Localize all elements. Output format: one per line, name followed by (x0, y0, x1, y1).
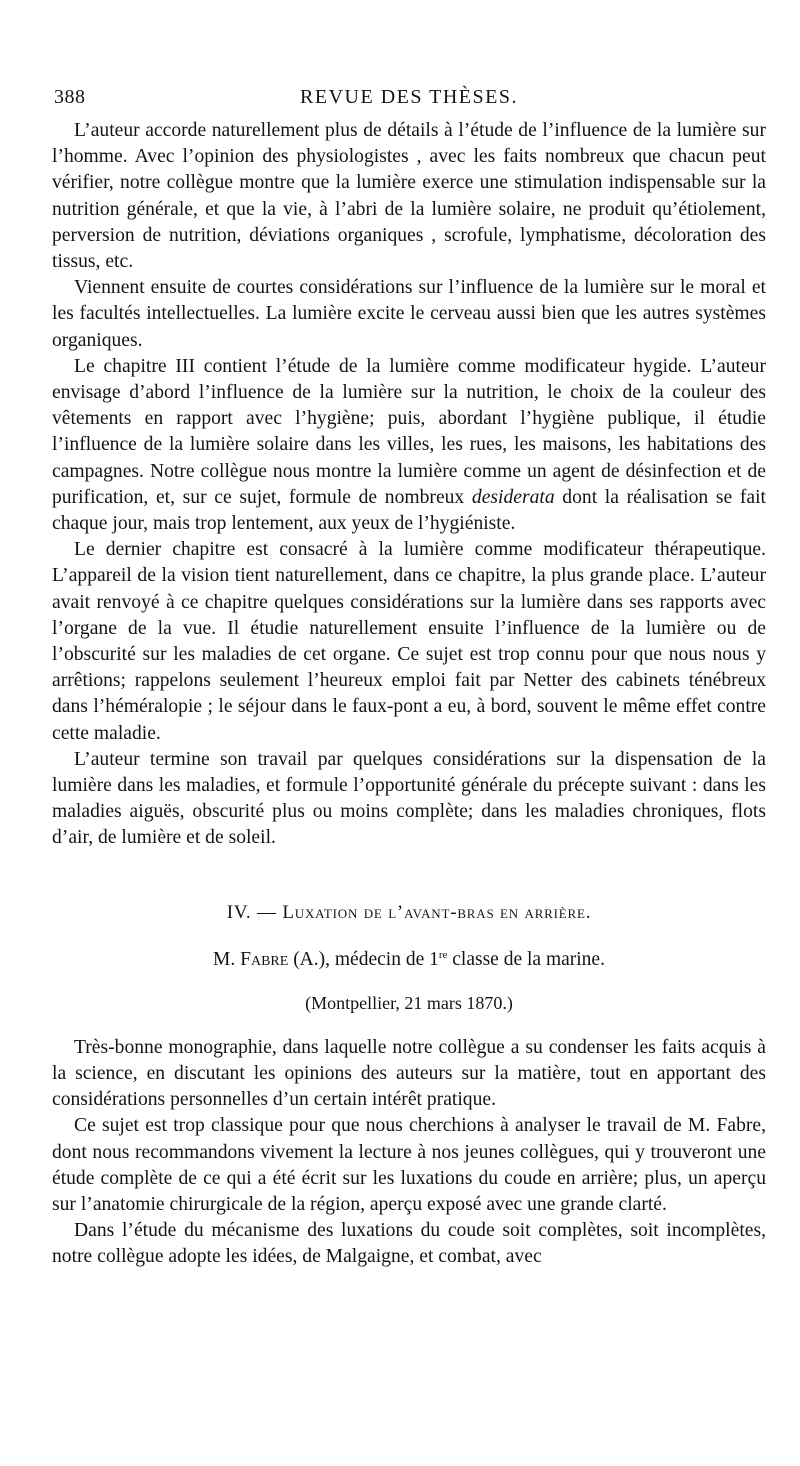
paragraph-6: Très-bonne monographie, dans laquelle notre collègue a su condenser les faits acquis à la science, en discutant les opinions des auteurs sur la matière, tout en apportant des considérations personnelles d’un certain intérêt pratique. (52, 1036, 766, 1111)
source-line: (Montpellier, 21 mars 1870.) (305, 992, 513, 1013)
paragraph-4: Le dernier chapitre est consacré à la lumière comme modificateur thérapeutique. L’appareil de la vision tient naturellement, dans ce chapitre, la plus grande place. L’auteur avait renvoyé à ce chapitre quelques considérations sur la lumière dans ses rapports avec l’organe de la vue. Il étudie naturellement ensuite l’influence de la lumière ou de l’obscurité sur les maladies de cet organe. Ce sujet est trop connu pour que nous nous y arrêtions; rappelons seulement l’heureux emploi fait par Netter des cabinets ténébreux dans l’héméralopie ; le séjour dans le faux-pont a eu, à bord, souvent le même effet contre cette maladie. (52, 539, 766, 744)
author-prefix: M. (213, 948, 236, 970)
paragraph-3-text-b: dont la réalisation se fait chaque jour, mais trop lentement, aux yeux de l’hygiéniste. (52, 486, 766, 535)
paragraph-7: Ce sujet est trop classique pour que nous cherchions à analyser le travail de M. Fabre, dont nous recommandons vivement la lecture à nos jeunes collègues, qui y trouveront une étude complète de ce qui a été écrit sur les luxations du coude en arrière; plus, un aperçu sur l’anatomie chirurgicale de la région, aperçu exposé avec une grande clarté. (52, 1115, 766, 1215)
author-role-rest: classe de la marine. (452, 948, 605, 970)
paragraph-2: Viennent ensuite de courtes considérations sur l’influence de la lumière sur le moral et les facultés intellectuelles. La lumière excite le cerveau aussi bien que les autres systèmes organiques. (52, 277, 766, 351)
section-heading (52, 900, 766, 926)
section-title: Luxation de l’avant-bras en arrière. (282, 901, 592, 923)
author-name: Fabre (240, 948, 289, 970)
paragraph-3-italic: desiderata (471, 486, 555, 508)
author-role: médecin de 1 (334, 948, 439, 970)
author-initial: (A.), (293, 948, 331, 970)
section-number: IV. (226, 901, 252, 923)
paragraph-5: L’auteur termine son travail par quelques considérations sur la dispensation de la lumière dans les maladies, et formule l’opportunité générale du précepte suivant : dans les maladies aiguës, obscurité plus ou moins complète; dans les maladies chroniques, flots d’air, de lumière et de soleil. (52, 748, 766, 849)
paragraph-8: Dans l’étude du mécanisme des luxations du coude soit complètes, soit incomplètes, notre collègue adopte les idées, de Malgaigne, et combat, avec (52, 1220, 766, 1268)
paragraph-3-text-a: Le chapitre III contient l’étude de la lumière comme modificateur hygide. L’auteur envisage d’abord l’influence de la lumière sur la nutrition, le choix de la couleur des vêtements en rapport avec l’hygiène; puis, abordant l’hygiène publique, il étudie l’influence de la lumière solaire dans les villes, les rues, les maisons, les habitations des campagnes. Notre collègue nous montre la lumière comme un agent de désinfection et de purification, et, sur ce sujet, formule de nombreux (52, 355, 766, 508)
paragraph-3 (52, 354, 766, 537)
paragraph-1: L’auteur accorde naturellement plus de détails à l’étude de l’influence de la lumière sur l’homme. Avec l’opinion des physiologistes , avec les faits nombreux que chacun peut vérifier, notre collègue montre que la lumière exerce une stimulation indispensable sur la nutrition générale, et que la vie, à l’abri de la lumière solaire, ne produit qu’étiolement, perversion de nutrition, déviations organiques , scrofule, lymphatisme, décoloration des tissus, etc. (52, 120, 766, 273)
running-title: REVUE DES THÈSES. (300, 86, 518, 108)
running-head (52, 82, 766, 112)
author-line (52, 942, 766, 973)
section-spacer (52, 852, 766, 900)
page-number: 388 (54, 86, 86, 108)
page (52, 82, 766, 1271)
author-role-sup: re (438, 948, 448, 961)
section-dash: — (257, 901, 277, 923)
